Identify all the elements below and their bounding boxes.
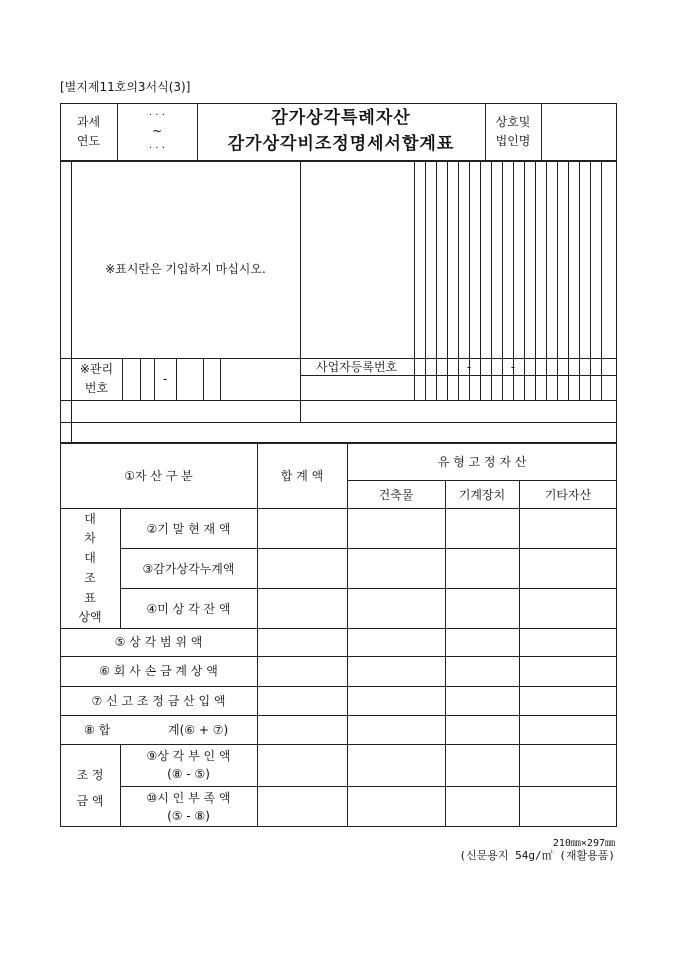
bs-label-4: 조: [84, 571, 96, 585]
year-dots-bottom: · · ·: [149, 143, 165, 154]
company-label-1: 상호및: [495, 115, 531, 129]
bizreg-number-field[interactable]: [415, 359, 616, 399]
bs-label-2: 차: [84, 531, 96, 545]
bs-label-3: 대: [84, 551, 96, 565]
adj-label-1: 조 정: [76, 768, 104, 782]
row-depreciation-limit: ⑤ 상 각 범 위 액: [114, 635, 203, 649]
company-name-field[interactable]: [542, 104, 616, 160]
bizreg-dash-1: -: [466, 360, 472, 374]
row-shortfall-formula: (⑤ - ⑧): [167, 809, 210, 823]
row-end-balance: ②기 말 현 재 액: [146, 522, 231, 536]
mgmt-label-2: 번호: [84, 381, 109, 395]
bizreg-label: 사업자등록번호: [316, 360, 398, 374]
row-disallowance-formula: (⑧ - ⑤): [167, 767, 210, 781]
asset-category-header: ①자 산 구 분: [124, 469, 193, 483]
mgmt-number-field[interactable]: [123, 359, 220, 399]
row-disallowance: ⑨상 각 부 인 액: [146, 749, 231, 763]
bs-label-6: 상액: [78, 610, 102, 624]
notice-text: ※표시란은 기입하지 마십시오.: [105, 262, 266, 276]
machinery-header: 기계장치: [458, 488, 506, 502]
bs-label-5: 표: [84, 591, 96, 605]
building-header: 건축물: [378, 488, 414, 502]
row-accum-depreciation: ③감가상각누계액: [142, 562, 235, 576]
mgmt-label-1: ※관리: [79, 362, 114, 376]
adj-label-2: 금 액: [76, 794, 104, 808]
year-tilde: ~: [151, 124, 163, 138]
mgmt-dash: -: [162, 372, 168, 386]
row-shortfall: ⑩시 인 부 족 액: [146, 791, 231, 805]
paper-size: 210㎜×297㎜: [552, 838, 615, 849]
total-header: 합 계 액: [280, 469, 324, 483]
form-title-line2: 감가상각비조정명세서합계표: [227, 134, 455, 154]
row-sum-label: ⑧ 합: [84, 723, 111, 737]
form-id: [별지제11호의3서식(3)]: [60, 80, 191, 94]
year-label-2: 연도: [76, 134, 101, 148]
row-undepreciated: ④미 상 각 잔 액: [146, 602, 231, 616]
form-title-line1: 감가상각특례자산: [271, 108, 411, 128]
year-dots-top: · · ·: [149, 110, 165, 121]
bs-label-1: 대: [84, 512, 96, 526]
year-label-1: 과세: [76, 115, 101, 129]
paper-spec: (신문용지 54g/㎡ (재활용품): [459, 849, 615, 862]
row-report-adjustment: ⑦ 신 고 조 정 금 산 입 액: [91, 694, 226, 708]
row-sum-formula: 계(⑥ + ⑦): [168, 723, 229, 737]
tangible-assets-header: 유 형 고 정 자 산: [437, 455, 527, 469]
row-company-expense: ⑥ 회 사 손 금 계 상 액: [99, 664, 218, 678]
company-label-2: 법인명: [495, 134, 531, 148]
other-assets-header: 기타자산: [544, 488, 592, 502]
bizreg-dash-2: -: [510, 360, 516, 374]
